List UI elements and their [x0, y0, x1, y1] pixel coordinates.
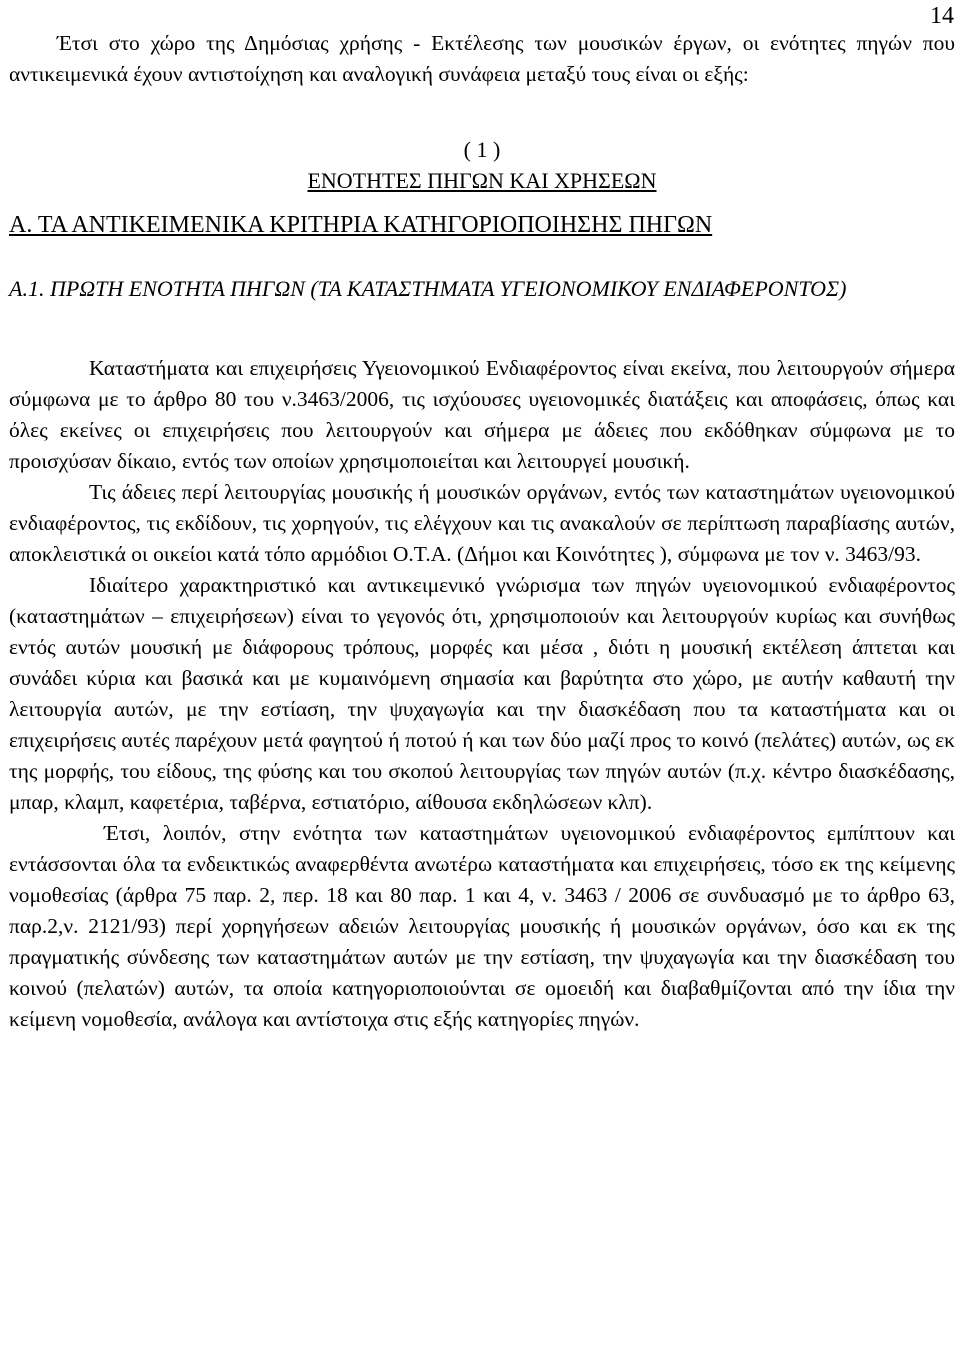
section-number: ( 1 ): [463, 137, 501, 162]
paragraph-2: Τις άδειες περί λειτουργίας μουσικής ή μουσικών οργάνων, εντός των καταστημάτων υγειονομικού ενδιαφέροντος, τις εκδίδουν, τις χορηγούν, τις ελέγχουν και τις ανακαλούν σε περίπτωση παραβίασης αυτών, αποκλειστικά οι οικείοι κατά τόπο αρμόδιοι Ο.Τ.Α. (Δήμοι και Κοινότητες ), σύμφωνα με τον ν. 3463/93.: [9, 480, 955, 566]
paragraph-3: Ιδιαίτερο χαρακτηριστικό και αντικειμενικό γνώρισμα των πηγών υγειονομικού ενδιαφέροντος (καταστημάτων – επιχειρήσεων) είναι το γεγονός ότι, χρησιμοποιούν και λειτουργούν κυρίως και συνήθως εντός αυτών μουσική με διάφορους τρόπους, μορφές και μέσα , διότι η μουσική εκτέλεση άπτεται και συνάδει κύρια και βασικά και με κυμαινόμενη σημασία και βαρύτητα στο χώρο, με αυτήν καθαυτή την λειτουργία αυτών, με την εστίαση, την ψυχαγωγία και την διασκέδαση που τα καταστήματα και οι επιχειρήσεις αυτές παρέχουν μετά φαγητού ή ποτού ή και των δύο μαζί προς το κοινό (πελάτες) αυτών, ως εκ της μορφής, του είδους, της φύσης και του σκοπού λειτουργίας των πηγών αυτών (π.χ. κέντρο διασκέδασης, μπαρ, κλαμπ, καφετέρια, ταβέρνα, εστιατόριο, αίθουσα εκδηλώσεων κλπ).: [9, 573, 955, 814]
paragraph-4: Έτσι, λοιπόν, στην ενότητα των καταστημάτων υγειονομικού ενδιαφέροντος εμπίπτουν και εντάσσονται όλα τα ενδεικτικώς αναφερθέντα ανωτέρω καταστήματα και επιχειρήσεις, τόσο εκ της κείμενης νομοθεσίας (άρθρα 75 παρ. 2, περ. 18 και 80 παρ. 1 και 4, ν. 3463 / 2006 σε συνδυασμό με το άρθρο 63, παρ.2,ν. 2121/93) περί χορηγήσεων αδειών λειτουργίας μουσικής ή μουσικών οργάνων, όσο και εκ της πραγματικής σύνδεσης των καταστημάτων αυτών με την εστίαση, την ψυχαγωγία και την διασκέδαση του κοινού (πελατών) αυτών, τα οποία κατηγοριοποιούνται σε ομοειδή και διαβαθμίζονται από την ίδια την κείμενη νομοθεσία, ανάλογα και αντίστοιχα στις εξής κατηγορίες πηγών.: [9, 821, 955, 1031]
page-number: 14: [930, 3, 954, 29]
heading-a1: Α.1. ΠΡΩΤΗ ΕΝΟΤΗΤΑ ΠΗΓΩΝ (ΤΑ ΚΑΤΑΣΤΗΜΑΤΑ ΥΓΕΙΟΝΟΜΙΚΟΥ ΕΝΔΙΑΦΕΡΟΝΤΟΣ): [9, 276, 847, 301]
intro-paragraph: Έτσι στο χώρο της Δημόσιας χρήσης - Εκτέλεσης των μουσικών έργων, οι ενότητες πηγών που αντικειμενικά έχουν αντιστοίχηση και αναλογική συνάφεια μεταξύ τους είναι οι εξής:: [9, 31, 955, 86]
section-title: ΕΝΟΤΗΤΕΣ ΠΗΓΩΝ ΚΑΙ ΧΡΗΣΕΩΝ: [307, 168, 657, 193]
heading-a: Α. ΤΑ ΑΝΤΙΚΕΙΜΕΝΙΚΑ ΚΡΙΤΗΡΙΑ ΚΑΤΗΓΟΡΙΟΠΟΙΗΣΗΣ ΠΗΓΩΝ: [9, 212, 713, 238]
paragraph-1: Καταστήματα και επιχειρήσεις Υγειονομικού Ενδιαφέροντος είναι εκείνα, που λειτουργούν σήμερα σύμφωνα με το άρθρο 80 του ν.3463/2006, τις ισχύουσες υγειονομικές διατάξεις και αποφάσεις, όπως και όλες εκείνες οι επιχειρήσεις που λειτουργούν και σήμερα με άδειες που εκδόθηκαν σύμφωνα με το προισχύσαν δίκαιο, εντός των οποίων χρησιμοποιείται και λειτουργεί μουσική.: [9, 356, 955, 473]
document-body: [9, 28, 955, 1035]
